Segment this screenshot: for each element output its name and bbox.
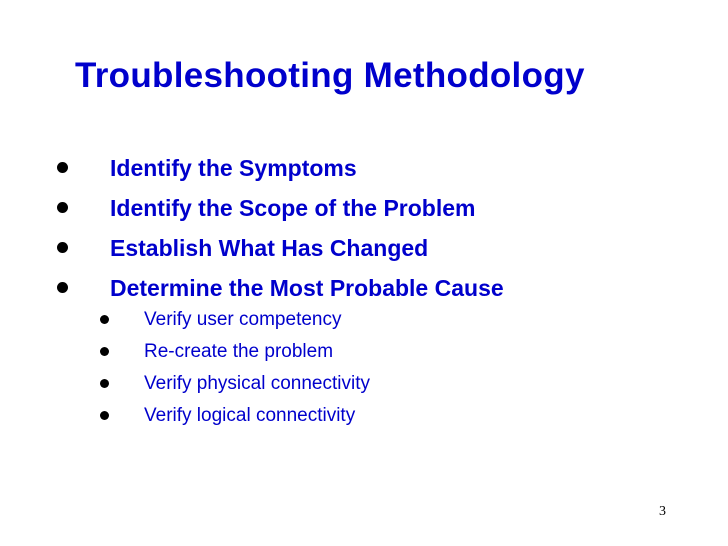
bullet-dot-icon [57, 162, 68, 173]
sub-bullet-text: Re-create the problem [144, 341, 334, 362]
bullet-item [0, 228, 728, 268]
sub-bullet-item [0, 368, 728, 400]
sub-bullet-text: Verify user competency [144, 309, 342, 330]
sub-bullet-text: Verify physical connectivity [144, 373, 370, 394]
bullet-item [0, 188, 728, 228]
sub-bullet-item [0, 336, 728, 368]
sub-bullet-dot-icon [100, 411, 109, 420]
bullet-dot-icon [57, 282, 68, 293]
bullet-text: Establish What Has Changed [110, 235, 429, 261]
bullet-text: Determine the Most Probable Cause [110, 275, 504, 301]
bullet-text: Identify the Symptoms [110, 155, 357, 181]
bullet-dot-icon [57, 242, 68, 253]
sub-bullet-list [0, 304, 728, 432]
bullet-item [0, 148, 728, 188]
slide-title: Troubleshooting Methodology [75, 56, 585, 95]
bullet-text: Identify the Scope of the Problem [110, 195, 476, 221]
bullet-list [0, 148, 728, 308]
sub-bullet-dot-icon [100, 379, 109, 388]
sub-bullet-item [0, 304, 728, 336]
bullet-item [0, 268, 728, 308]
bullet-dot-icon [57, 202, 68, 213]
sub-bullet-dot-icon [100, 347, 109, 356]
sub-bullet-item [0, 400, 728, 432]
sub-bullet-text: Verify logical connectivity [144, 405, 356, 426]
page-number: 3 [659, 504, 666, 519]
sub-bullet-dot-icon [100, 315, 109, 324]
